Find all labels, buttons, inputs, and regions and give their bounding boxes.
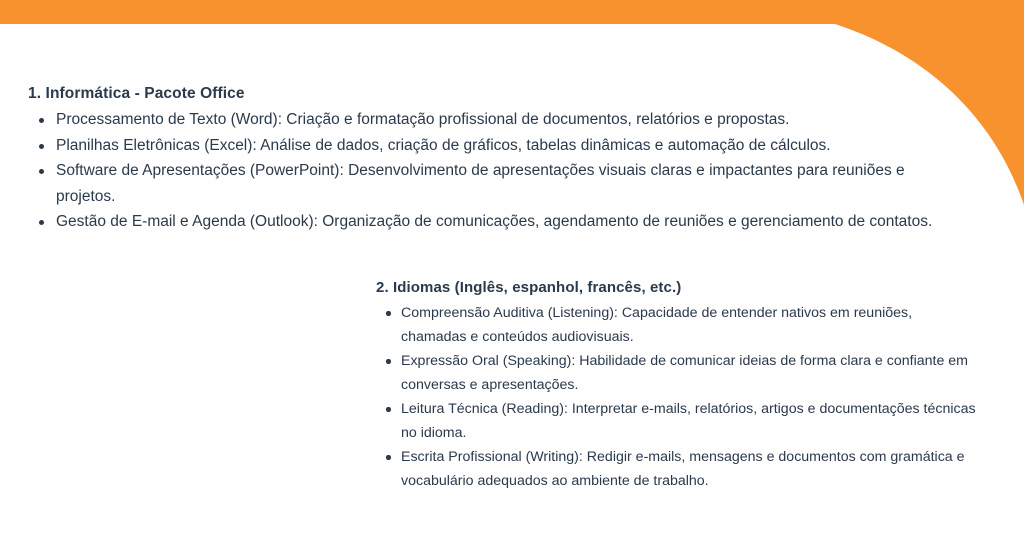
list-item-text: Planilhas Eletrônicas (Excel): Análise de dados, criação de gráficos, tabelas dinâmicas e automação de cálculos. [56,136,831,154]
bullet-icon [386,455,391,460]
list-item-text: Escrita Profissional (Writing): Redigir e-mails, mensagens e documentos com gramática e vocabulário adequados ao ambiente de trabalho. [401,449,965,489]
bullet-icon [39,169,44,174]
list-item-text: Processamento de Texto (Word): Criação e formatação profissional de documentos, relatórios e propostas. [56,111,790,128]
bullet-icon [39,118,44,123]
section-idiomas [376,278,976,493]
list-item-text: Compreensão Auditiva (Listening): Capacidade de entender nativos em reuniões, chamadas e conteúdos audiovisuais. [401,305,913,345]
bullet-icon [386,311,391,316]
list-item [28,107,948,133]
bullet-icon [39,220,44,225]
section-informatica [28,84,948,235]
list-item-text: Leitura Técnica (Reading): Interpretar e-mails, relatórios, artigos e documentações técnicas no idioma. [401,401,976,441]
list-item [376,349,976,397]
list-item [376,301,976,349]
bullet-icon [386,407,391,412]
list-item-text: Software de Apresentações (PowerPoint): Desenvolvimento de apresentações visuais claras e impactantes para reuniões e projetos. [56,162,905,205]
list-item [28,133,948,159]
list-item-text: Expressão Oral (Speaking): Habilidade de comunicar ideias de forma clara e confiante em conversas e apresentações. [401,353,969,393]
informatica-list [28,107,948,235]
list-item [28,209,948,235]
section-title-informatica: 1. Informática - Pacote Office [28,85,245,102]
bullet-icon [386,359,391,364]
bullet-icon [39,144,44,149]
section-title-idiomas: 2. Idiomas (Inglês, espanhol, francês, etc.) [376,279,682,296]
list-item [376,445,976,493]
list-item [376,397,976,445]
list-item [28,158,948,209]
list-item-text: Gestão de E-mail e Agenda (Outlook): Organização de comunicações, agendamento de reuniões e gerenciamento de contatos. [56,213,933,230]
idiomas-list [376,301,976,493]
